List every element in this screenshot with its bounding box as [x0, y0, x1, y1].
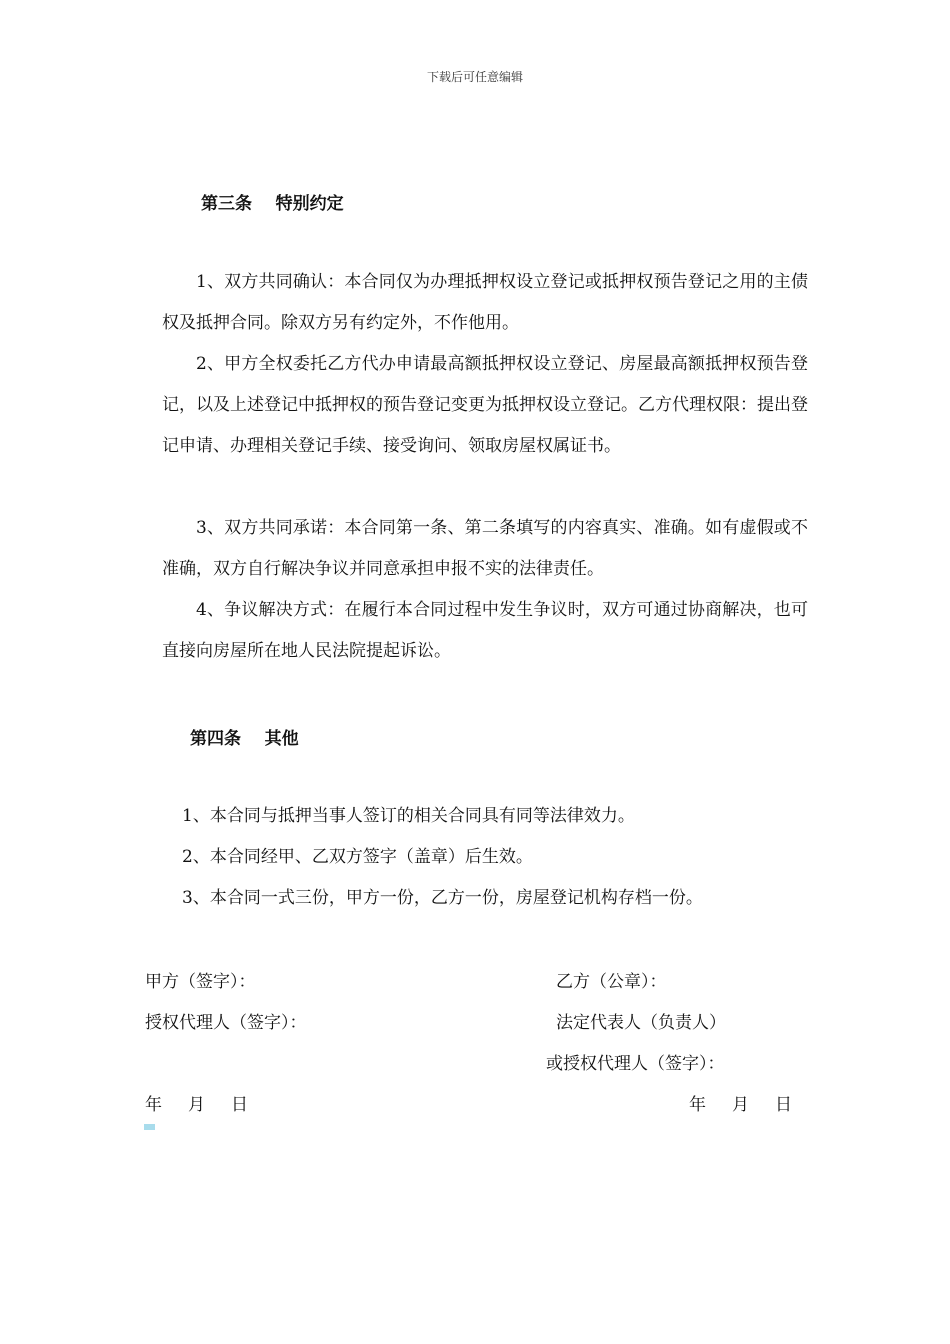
- text-cursor-marker: [144, 1124, 155, 1130]
- section-4-title: 第四条 其他: [190, 729, 299, 749]
- section-4-item-2: 2、本合同经甲、乙双方签字（盖章）后生效。: [182, 847, 533, 867]
- section-3-paragraph-1: 1、双方共同确认：本合同仅为办理抵押权设立登记或抵押权预告登记之用的主债权及抵押合同。除双方另有约定外，不作他用。: [162, 272, 808, 333]
- party-a-date-line: [145, 1085, 248, 1126]
- date-day-label: 日: [231, 1095, 248, 1115]
- date-year-label: 年: [689, 1095, 706, 1115]
- party-b-seal-label: 乙方（公章）：: [556, 972, 667, 992]
- date-year-label: 年: [145, 1095, 162, 1115]
- section-3-title: 第三条 特别约定: [201, 194, 344, 214]
- party-a-signature-label: 甲方（签字）：: [145, 972, 256, 992]
- party-b-date-line: [689, 1085, 792, 1126]
- section-4-item-1: 1、本合同与抵押当事人签订的相关合同具有同等法律效力。: [182, 806, 635, 826]
- party-b-legal-rep-label: 法定代表人（负责人）: [556, 1013, 726, 1033]
- section-4-item-3: 3、本合同一式三份，甲方一份，乙方一份，房屋登记机构存档一份。: [182, 888, 703, 908]
- section-3-paragraph-3: 3、双方共同承诺：本合同第一条、第二条填写的内容真实、准确。如有虚假或不准确，双方自行解决争议并同意承担申报不实的法律责任。: [162, 518, 808, 579]
- party-b-agent-signature-label: 或授权代理人（签字）：: [546, 1054, 725, 1074]
- date-month-label: 月: [732, 1095, 749, 1115]
- date-day-label: 日: [775, 1095, 792, 1115]
- date-month-label: 月: [188, 1095, 205, 1115]
- page-header-note: 下载后可任意编辑: [426, 70, 523, 84]
- party-a-agent-signature-label: 授权代理人（签字）：: [145, 1013, 307, 1033]
- section-3-paragraph-4: 4、争议解决方式：在履行本合同过程中发生争议时，双方可通过协商解决，也可直接向房屋所在地人民法院提起诉讼。: [162, 600, 808, 661]
- section-3-paragraph-2: 2、甲方全权委托乙方代办申请最高额抵押权设立登记、房屋最高额抵押权预告登记，以及上述登记中抵押权的预告登记变更为抵押权设立登记。乙方代理权限：提出登记申请、办理相关登记手续、接受询问、领取房屋权属证书。: [162, 354, 808, 456]
